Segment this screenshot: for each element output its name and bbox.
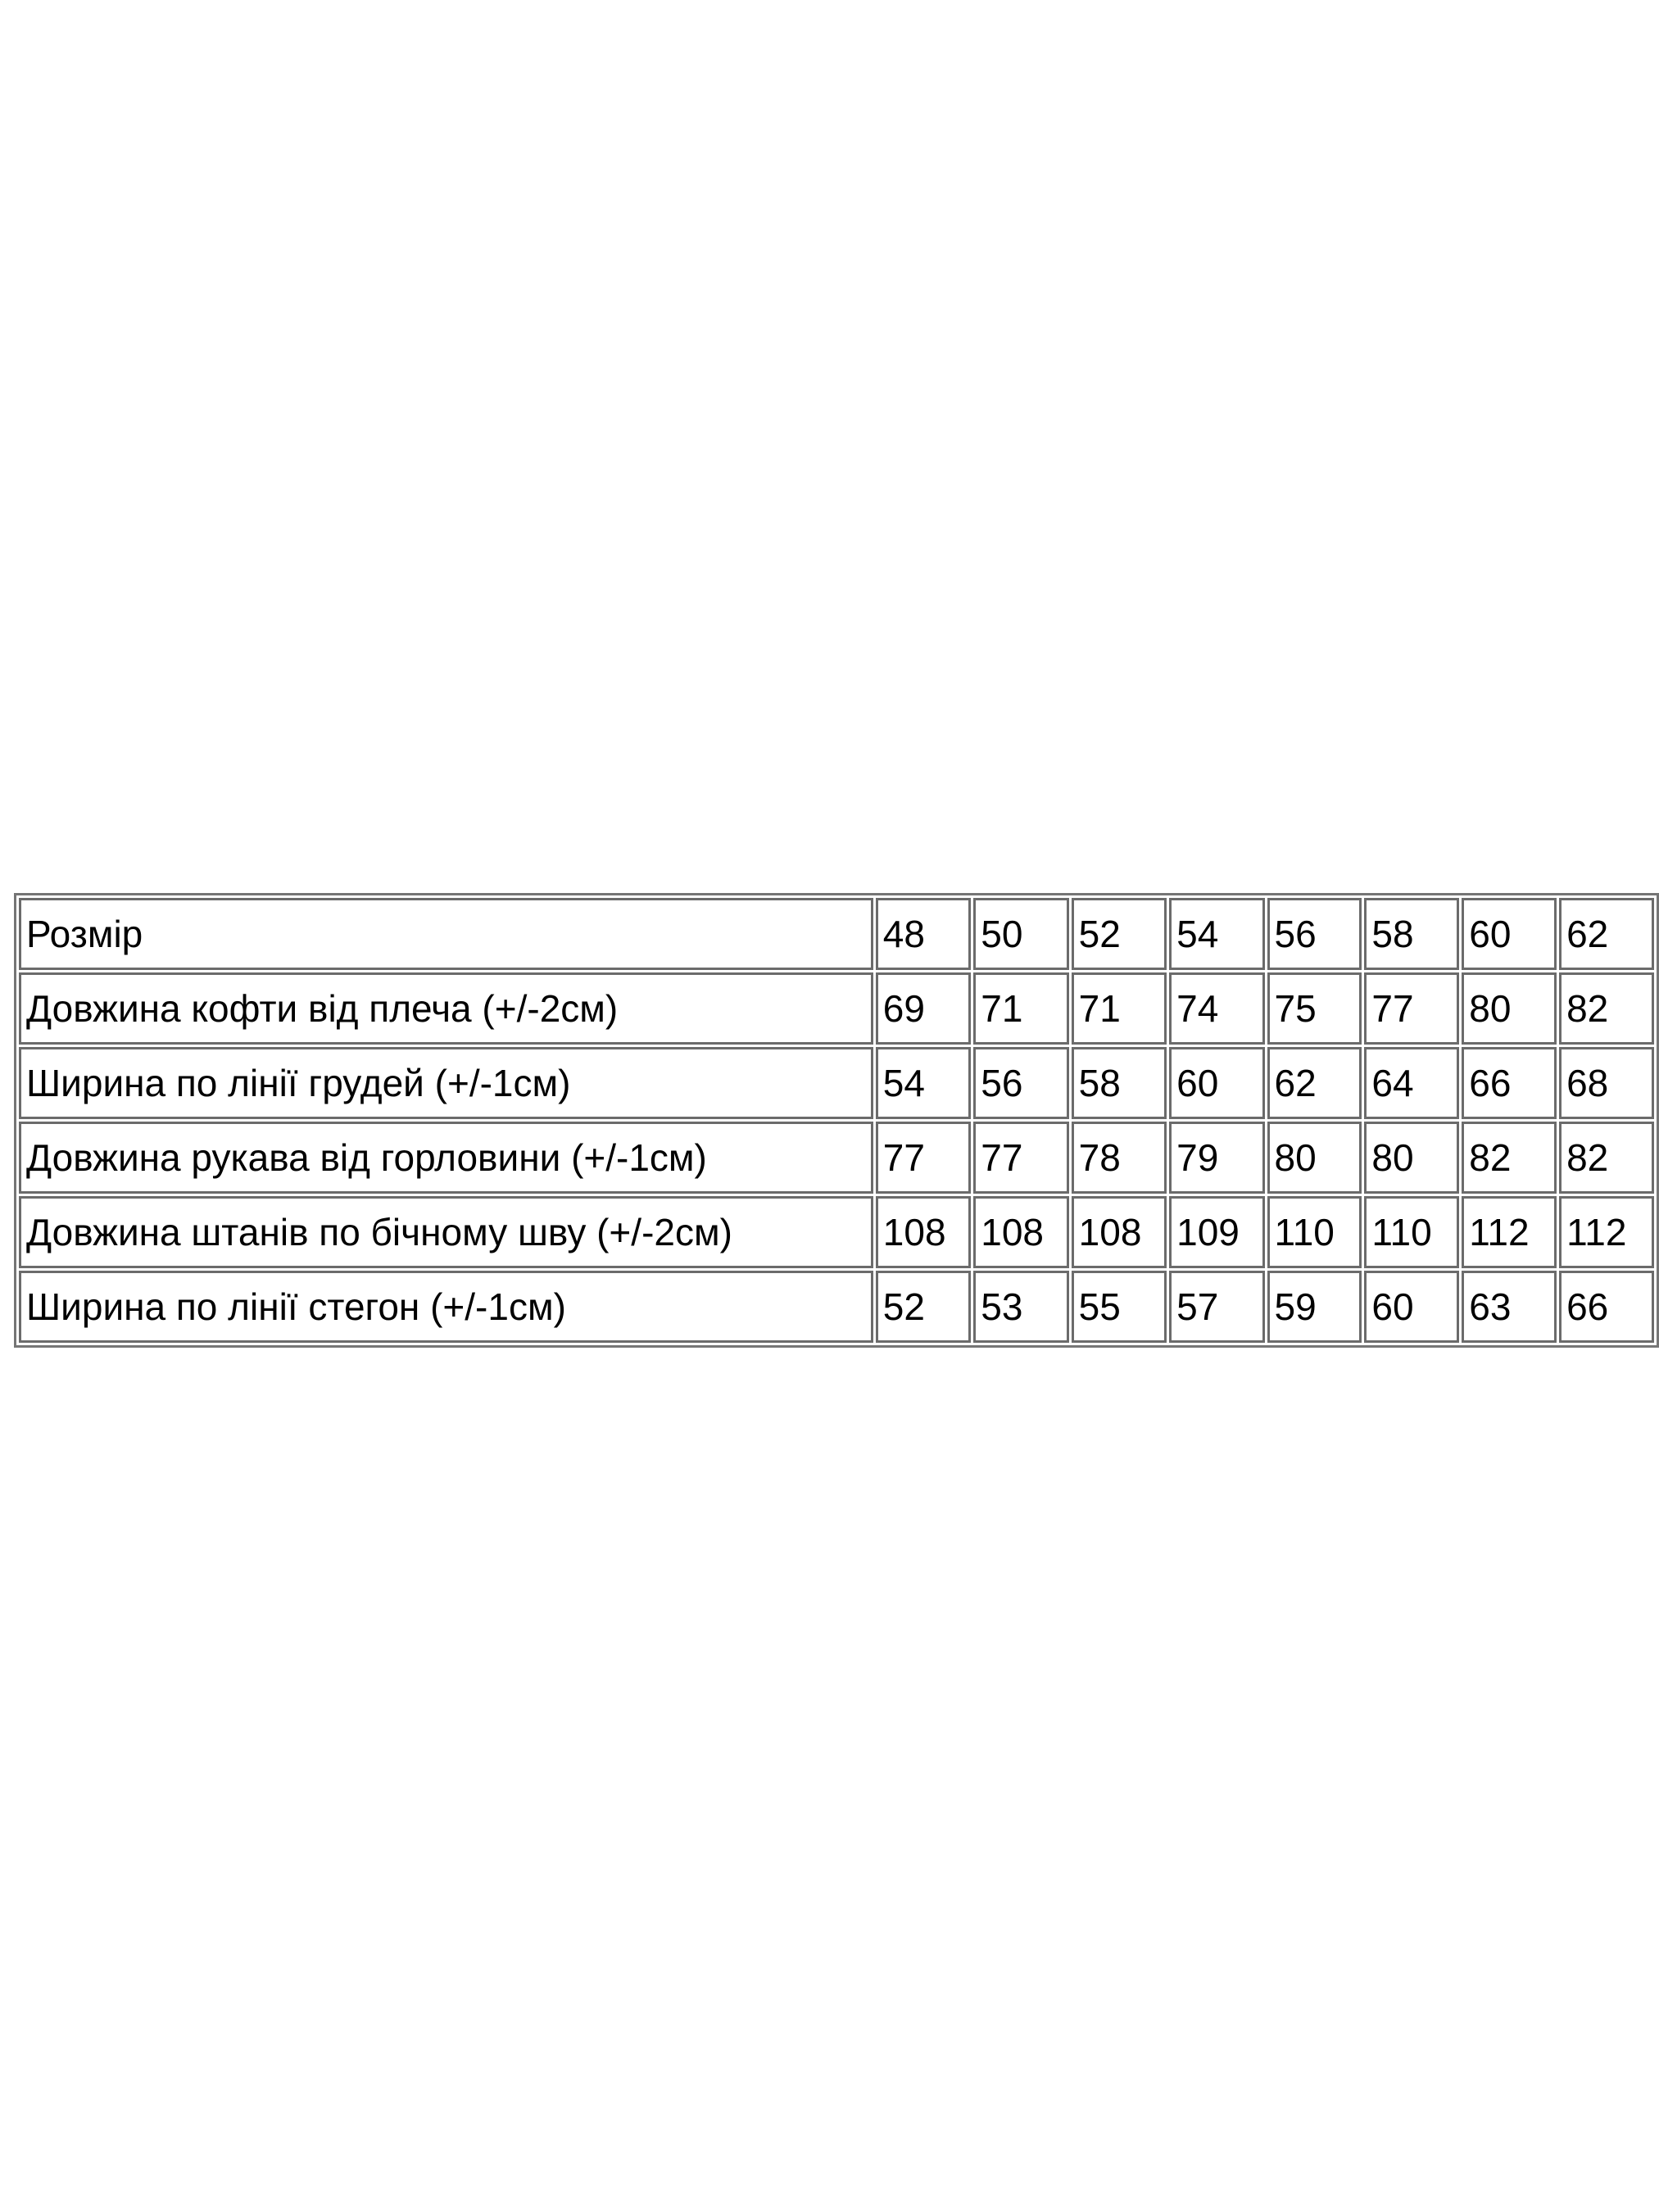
value-cell: 52 [876,1271,971,1343]
value-cell: 69 [876,972,971,1045]
value-cell: 57 [1169,1271,1264,1343]
size-cell: 56 [1267,898,1362,970]
value-cell: 55 [1072,1271,1167,1343]
value-cell: 66 [1462,1047,1557,1119]
value-cell: 56 [973,1047,1068,1119]
value-cell: 64 [1364,1047,1459,1119]
table-row-hip-width [19,1271,1654,1343]
value-cell: 108 [876,1196,971,1268]
size-cell: 52 [1072,898,1167,970]
value-cell: 108 [973,1196,1068,1268]
value-cell: 78 [1072,1122,1167,1194]
value-cell: 110 [1267,1196,1362,1268]
size-cell: 50 [973,898,1068,970]
size-cell: 62 [1559,898,1654,970]
value-cell: 110 [1364,1196,1459,1268]
value-cell: 71 [973,972,1068,1045]
value-cell: 80 [1267,1122,1362,1194]
row-label-pants-length: Довжина штанів по бічному шву (+/-2см) [19,1196,873,1268]
size-cell: 58 [1364,898,1459,970]
table-row-sleeve-length [19,1122,1654,1194]
value-cell: 80 [1364,1122,1459,1194]
value-cell: 58 [1072,1047,1167,1119]
value-cell: 62 [1267,1047,1362,1119]
value-cell: 54 [876,1047,971,1119]
size-cell: 60 [1462,898,1557,970]
value-cell: 71 [1072,972,1167,1045]
value-cell: 68 [1559,1047,1654,1119]
row-label-size: Розмір [19,898,873,970]
value-cell: 60 [1364,1271,1459,1343]
size-chart-table [14,893,1659,1348]
value-cell: 82 [1462,1122,1557,1194]
value-cell: 59 [1267,1271,1362,1343]
row-label-sleeve-length: Довжина рукава від горловини (+/-1см) [19,1122,873,1194]
value-cell: 109 [1169,1196,1264,1268]
size-chart-container [14,893,1659,1348]
value-cell: 82 [1559,1122,1654,1194]
value-cell: 82 [1559,972,1654,1045]
value-cell: 53 [973,1271,1068,1343]
table-row-size [19,898,1654,970]
size-cell: 54 [1169,898,1264,970]
value-cell: 112 [1559,1196,1654,1268]
table-row-pants-length [19,1196,1654,1268]
value-cell: 77 [973,1122,1068,1194]
row-label-hip-width: Ширина по лінії стегон (+/-1см) [19,1271,873,1343]
value-cell: 74 [1169,972,1264,1045]
value-cell: 112 [1462,1196,1557,1268]
value-cell: 80 [1462,972,1557,1045]
row-label-chest-width: Ширина по лінії грудей (+/-1см) [19,1047,873,1119]
value-cell: 108 [1072,1196,1167,1268]
value-cell: 66 [1559,1271,1654,1343]
row-label-jacket-length: Довжина кофти від плеча (+/-2см) [19,972,873,1045]
table-row-chest-width [19,1047,1654,1119]
value-cell: 77 [876,1122,971,1194]
value-cell: 75 [1267,972,1362,1045]
value-cell: 60 [1169,1047,1264,1119]
value-cell: 63 [1462,1271,1557,1343]
value-cell: 77 [1364,972,1459,1045]
value-cell: 79 [1169,1122,1264,1194]
table-row-jacket-length [19,972,1654,1045]
size-cell: 48 [876,898,971,970]
